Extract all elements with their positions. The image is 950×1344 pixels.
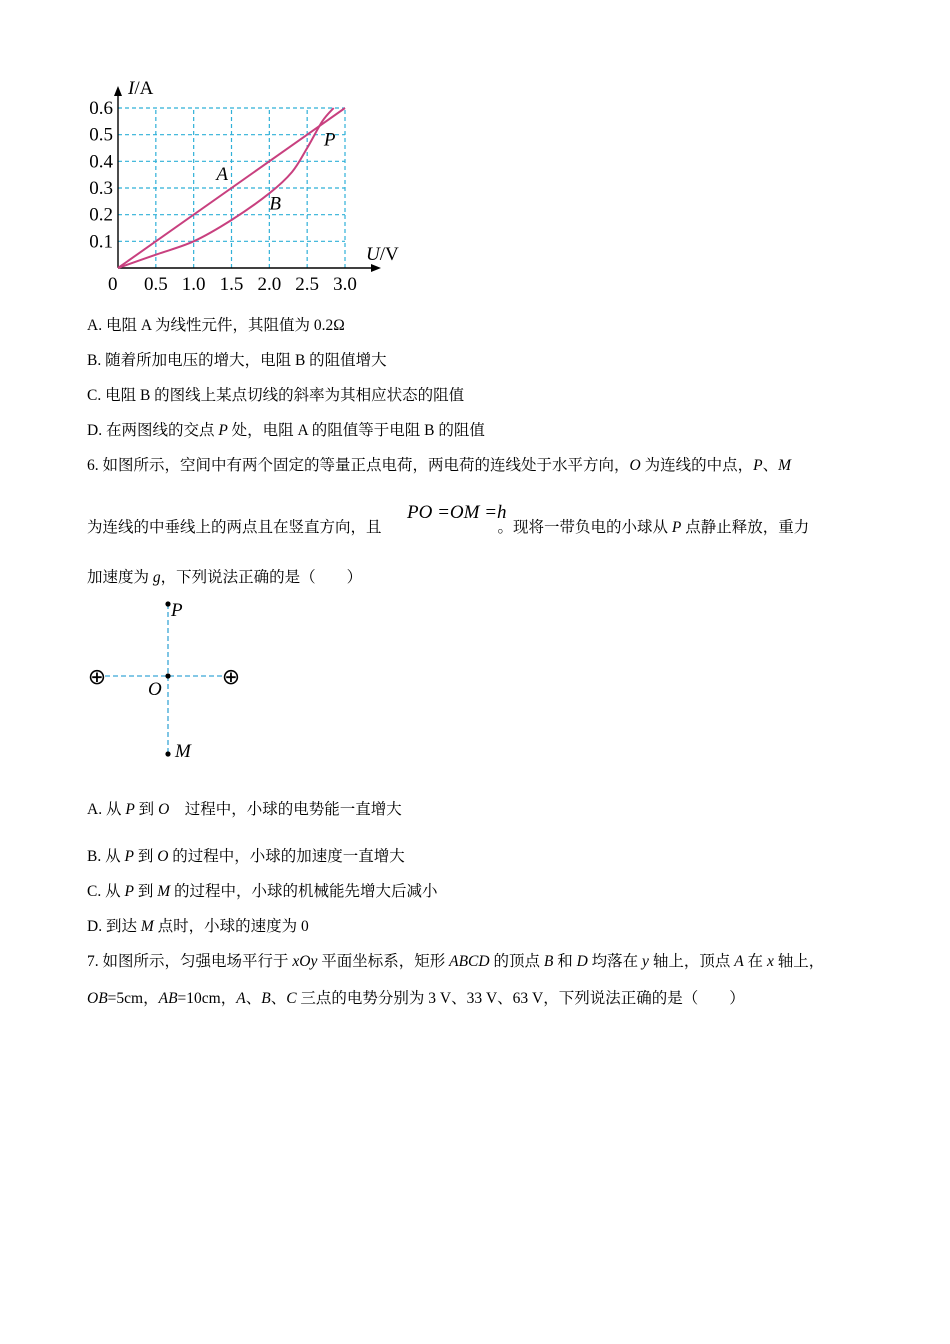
y-axis-unit: /A <box>134 78 154 99</box>
q6-charge-figure <box>80 592 260 772</box>
q6-l3-pre: 加速度为 <box>87 569 153 586</box>
x-tick-label: 2.5 <box>295 274 320 295</box>
q5-option-d-pre: D. 在两图线的交点 <box>87 422 219 439</box>
q6-stem-line3 <box>87 568 362 588</box>
x-tick-label: 2.0 <box>257 274 282 295</box>
q6-l1-sep: 、 <box>762 457 779 474</box>
y-tick-label: 0.5 <box>89 124 113 146</box>
q6-option-a: A. 从 P 到 O 过程中，小球的电势能一直增大 <box>87 801 402 818</box>
q6-l1-O: O <box>629 457 641 474</box>
y-tick-label: 0.4 <box>89 151 113 173</box>
y-axis-label <box>127 78 154 99</box>
origin-label: 0 <box>108 274 118 295</box>
x-tick-label: 1.5 <box>219 274 244 295</box>
q6-option-b: B. 从 P 到 O 的过程中，小球的加速度一直增大 <box>87 848 405 865</box>
q5-option-d-var: P <box>218 422 228 439</box>
x-tick-label: 3.0 <box>333 274 357 295</box>
q6-l2-post: 点静止释放，重力 <box>681 519 810 536</box>
x-axis-unit: /V <box>379 244 399 265</box>
q7-stem-line1: 7. 如图所示，匀强电场平行于 xOy 平面坐标系，矩形 ABCD 的顶点 B 和 D 均落在 y 轴上，顶点 A 在 x 轴上， <box>87 953 825 970</box>
q6-stem-line1 <box>87 456 791 476</box>
iu-chart <box>80 72 420 302</box>
q6-l1-M: M <box>778 457 792 474</box>
y-tick-label: 0.2 <box>89 204 113 226</box>
q6-formula: PO =OM =h <box>407 502 507 523</box>
q5-option-d-post: 处，电阻 A 的阻值等于电阻 B 的阻值 <box>227 422 485 439</box>
right-charge-icon: ⊕ <box>221 665 241 690</box>
annotation-A: A <box>216 164 228 185</box>
q6-l3-post: ，下列说法正确的是（ ） <box>160 569 363 586</box>
q7-stem-line2: OB=5cm，AB=10cm，A、B、C 三点的电势分别为 3 V、33 V、63 V，下列说法正确的是（ ） <box>87 990 745 1007</box>
point-O-dot <box>165 673 170 678</box>
y-axis-var: I <box>128 78 135 99</box>
x-tick-label: 1.0 <box>181 274 206 295</box>
q5-option-c: C. 电阻 B 的图线上某点切线的斜率为其相应状态的阻值 <box>87 387 465 404</box>
x-axis-arrow <box>371 264 381 272</box>
q5-option-d <box>87 421 485 441</box>
q6-option-d: D. 到达 M 点时，小球的速度为 0 <box>87 918 309 935</box>
q6-l1-mid: 为连线的中点， <box>640 457 754 474</box>
x-axis-var: U <box>366 244 380 265</box>
chart-annotations <box>214 129 335 214</box>
q6-l3-g: g <box>152 569 161 586</box>
q6-l2-mid: 。现将一带负电的小球从 <box>497 519 672 536</box>
y-tick-label: 0.3 <box>89 178 113 199</box>
chart-axes <box>114 86 381 272</box>
q6-l1-pre: 6. 如图所示，空间中有两个固定的等量正点电荷，两电荷的连线处于水平方向， <box>87 457 630 474</box>
annotation-B: B <box>269 193 281 215</box>
y-tick-label: 0.1 <box>89 231 113 253</box>
annotation-P: P <box>323 129 336 151</box>
q5-option-a: A. 电阻 A 为线性元件，其阻值为 0.2Ω <box>87 317 345 334</box>
q6-l2-P: P <box>671 519 682 536</box>
x-tick-label: 0.5 <box>143 274 168 295</box>
point-P-dot <box>165 601 170 606</box>
label-M: M <box>175 741 191 762</box>
y-tick-label: 0.6 <box>89 98 113 119</box>
q5-option-b: B. 随着所加电压的增大，电阻 B 的阻值增大 <box>87 352 387 369</box>
q6-l2-pre: 为连线的中垂线上的两点且在竖直方向，且 <box>87 519 382 536</box>
y-axis-arrow <box>114 86 122 96</box>
q6-l1-P: P <box>753 457 763 474</box>
x-axis-label <box>366 244 399 265</box>
left-charge-icon: ⊕ <box>87 665 107 690</box>
point-M-dot <box>165 751 170 756</box>
label-O: O <box>148 679 162 700</box>
label-P: P <box>171 600 183 621</box>
q6-option-c: C. 从 P 到 M 的过程中，小球的机械能先增大后减小 <box>87 883 438 900</box>
